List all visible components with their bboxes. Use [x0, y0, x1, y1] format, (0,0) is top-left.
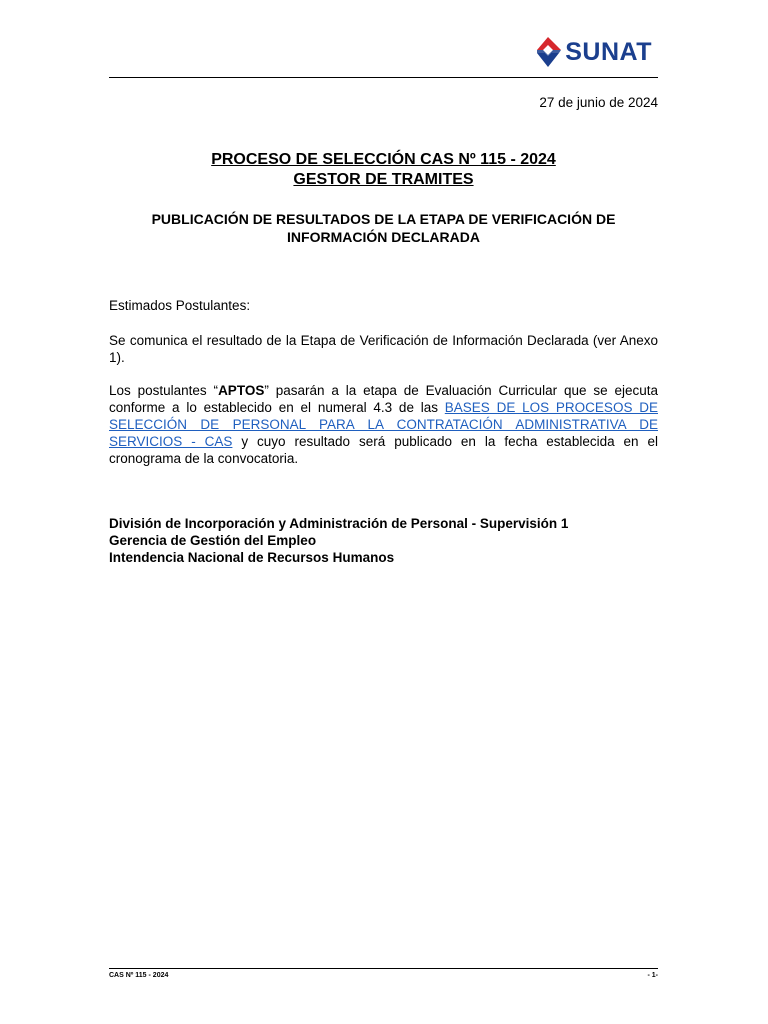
- sunat-logo: [533, 34, 652, 70]
- subtitle-line-2: INFORMACIÓN DECLARADA: [287, 229, 480, 245]
- paragraph-aptos-start: Los postulantes “: [109, 383, 219, 398]
- subtitle-line-1: PUBLICACIÓN DE RESULTADOS DE LA ETAPA DE VERIFICACIÓN DE: [151, 211, 616, 227]
- paragraph-result-notice: Se comunica el resultado de la Etapa de Verificación de Información Declarada (ver Anexo 1).: [109, 333, 658, 365]
- signature-intendencia: Intendencia Nacional de Recursos Humanos: [109, 550, 395, 565]
- bases-cas-link[interactable]: BASES DE LOS PROCESOS DE SELECCIÓN DE PERSONAL PARA LA CONTRATACIÓN ADMINISTRATIVA DE SERVICIOS - CAS: [109, 400, 658, 449]
- document-subtitle: [109, 210, 658, 246]
- footer-reference: CAS Nº 115 - 2024: [109, 972, 169, 979]
- aptos-term: APTOS: [218, 383, 265, 398]
- paragraph-aptos-end: y cuyo resultado será publicado en la fecha establecida en el cronograma de la convocatoria.: [109, 434, 658, 466]
- greeting: Estimados Postulantes:: [109, 298, 251, 313]
- title-line-1: PROCESO DE SELECCIÓN CAS Nº 115 - 2024: [211, 151, 556, 168]
- header-divider: [109, 77, 658, 78]
- sunat-logo-icon: [533, 36, 563, 68]
- footer-divider: [109, 968, 658, 969]
- paragraph-aptos-middle: ” pasarán a la etapa de Evaluación Curricular que se ejecuta conforme a lo establecido en el numeral 4.3 de las: [109, 383, 658, 415]
- title-line-2: GESTOR DE TRAMITES: [293, 171, 474, 188]
- document-title: [109, 150, 658, 190]
- paragraph-aptos: [109, 382, 658, 467]
- logo-text: SUNAT: [565, 37, 652, 66]
- page-header: [109, 30, 658, 78]
- signature-block: [109, 515, 568, 566]
- signature-division: División de Incorporación y Administración de Personal - Supervisión 1: [109, 516, 569, 531]
- signature-gerencia: Gerencia de Gestión del Empleo: [109, 533, 317, 548]
- page-number: - 1-: [647, 972, 658, 979]
- document-date: 27 de junio de 2024: [539, 95, 658, 110]
